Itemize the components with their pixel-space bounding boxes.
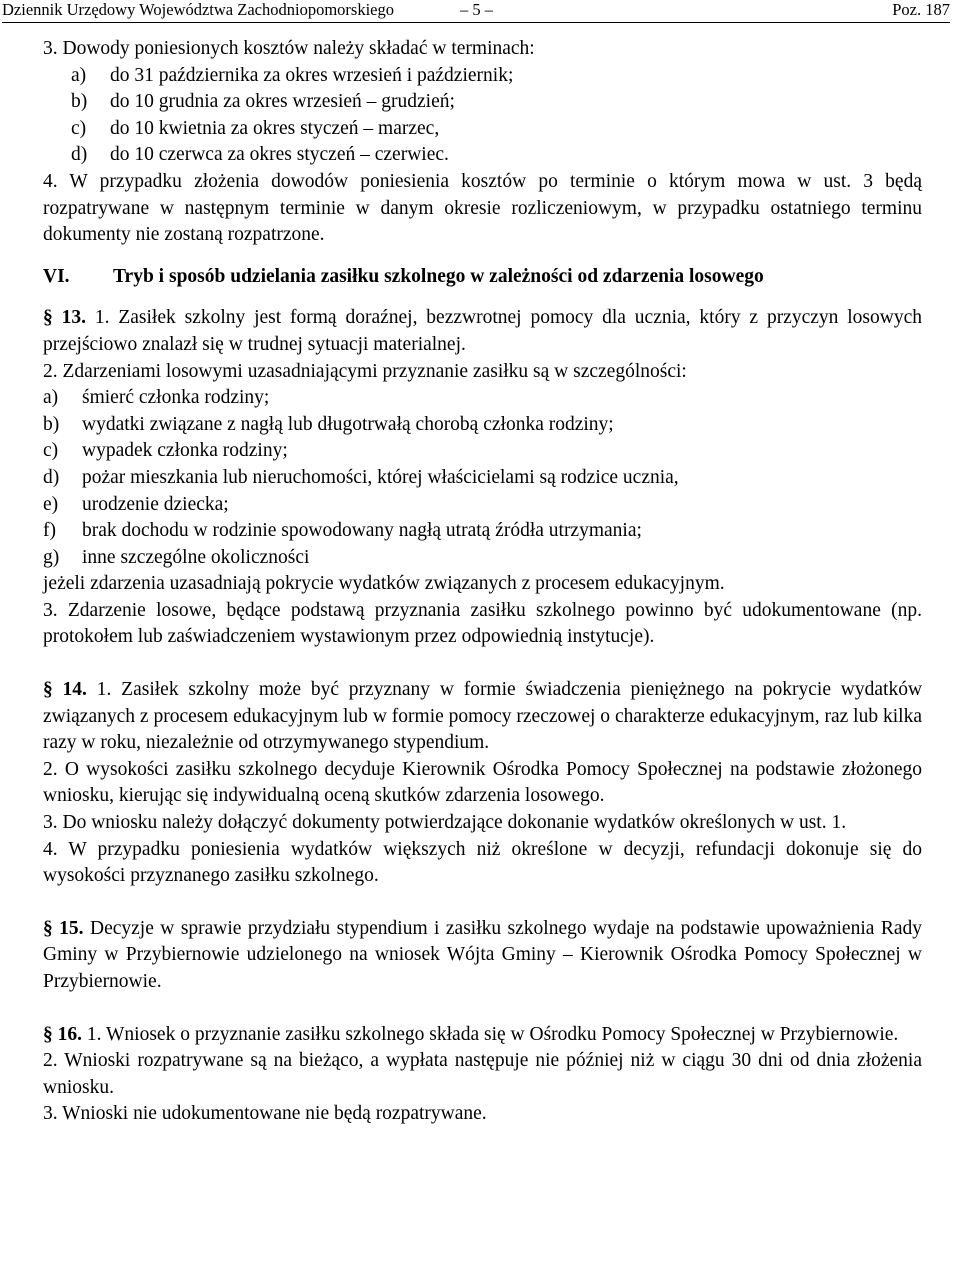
header-rule [2, 22, 950, 23]
paragraph-3-list [43, 63, 922, 169]
section-16-paragraph-2: 2. Wnioski rozpatrywane są na bieżąco, a wypłata następuje nie później niż w ciągu 30 dni od dnia złożenia wniosku. [43, 1050, 922, 1098]
section-number: § 14. [43, 679, 87, 701]
chapter-heading [43, 264, 922, 291]
list-item: b) do 10 grudnia za okres wrzesień – grudzień; [71, 91, 455, 113]
list-item: f) brak dochodu w rodzinie spowodowany nagłą utratą źródła utrzymania; [43, 520, 642, 542]
section-14-paragraph-2: 2. O wysokości zasiłku szkolnego decyduje Kierownik Ośrodka Pomocy Społecznej na podstawie złożonego wniosku, kierując się indywidualną oceną skutków zdarzenia losowego. [43, 758, 922, 807]
section-13-list [43, 385, 922, 571]
journal-title: Dziennik Urzędowy Województwa Zachodniopomorskiego [2, 0, 394, 19]
position-number: Poz. 187 [892, 0, 950, 19]
list-item: b) wydatki związane z nagłą lub długotrwałą chorobą członka rodziny; [43, 413, 614, 435]
paragraph-3-intro: 3. Dowody poniesionych kosztów należy składać w terminach: [43, 38, 535, 59]
section-number: § 15. [43, 917, 84, 939]
page-header [2, 0, 950, 26]
section-number: § 13. [43, 307, 86, 329]
section-16-paragraph-1: § 16. 1. Wniosek o przyznanie zasiłku szkolnego składa się w Ośrodku Pomocy Społecznej w Przybiernowie. [43, 1023, 899, 1045]
list-item: a) do 31 października za okres wrzesień i październik; [71, 64, 514, 86]
section-number: § 16. [43, 1023, 82, 1045]
section-13-paragraph-3: 3. Zdarzenie losowe, będące podstawą przyznania zasiłku szkolnego powinno być udokumentowane (np. protokołem lub zaświadczeniem wystawionym przez odpowiednią instytucje). [43, 599, 922, 648]
section-14-paragraph-3: 3. Do wniosku należy dołączyć dokumenty potwierdzające dokonanie wydatków określonych w ust. 1. [43, 812, 847, 834]
section-13-paragraph-1: § 13. 1. Zasiłek szkolny jest formą doraźnej, bezzwrotnej pomocy dla ucznia, który z przyczyn losowych przejściowo znalazł się w trudnej sytuacji materialnej. [43, 307, 923, 355]
list-item: g) inne szczególne okoliczności [43, 546, 310, 568]
section-16-paragraph-3: 3. Wnioski nie udokumentowane nie będą rozpatrywane. [43, 1103, 487, 1125]
list-item: e) urodzenie dziecka; [43, 493, 229, 515]
list-item: d) pożar mieszkania lub nieruchomości, której właścicielami są rodzice ucznia, [43, 466, 679, 488]
document-body [43, 36, 922, 1128]
list-item: a) śmierć członka rodziny; [43, 387, 270, 409]
chapter-number: VI. [43, 265, 70, 287]
chapter-title: Tryb i sposób udzielania zasiłku szkolnego w zależności od zdarzenia losowego [113, 265, 764, 287]
list-item: d) do 10 czerwca za okres styczeń – czerwiec. [71, 144, 449, 166]
list-item: c) wypadek członka rodziny; [43, 440, 288, 462]
section-13-paragraph-2-intro: 2. Zdarzeniami losowymi uzasadniającymi przyznanie zasiłku są w szczególności: [43, 360, 687, 382]
section-14-paragraph-1: § 14. 1. Zasiłek szkolny może być przyznany w formie świadczenia pieniężnego na pokrycie wydatków związanych z procesem edukacyjnym lub w formie pomocy rzeczowej o charakterze edukacyjnym, raz lub kilka razy w roku, niezależnie od otrzymywanego stypendium. [43, 679, 923, 754]
section-15-paragraph: § 15. Decyzje w sprawie przydziału stypendium i zasiłku szkolnego wydaje na podstawie upoważnienia Rady Gminy w Przybiernowie udzielonego na wniosek Wójta Gminy – Kierownik Ośrodka Pomocy Społecznej w Przybiernowie. [43, 917, 923, 992]
page-number: – 5 – [460, 0, 493, 19]
list-item: c) do 10 kwietnia za okres styczeń – marzec, [71, 117, 440, 139]
section-14-paragraph-4: 4. W przypadku poniesienia wydatków większych niż określone w decyzji, refundacji dokonuje się do wysokości przyznanego zasiłku szkolnego. [43, 838, 922, 887]
section-13-paragraph-2-tail: jeżeli zdarzenia uzasadniają pokrycie wydatków związanych z procesem edukacyjnym. [43, 573, 725, 595]
paragraph-4: 4. W przypadku złożenia dowodów poniesienia kosztów po terminie o którym mowa w ust. 3 będą rozpatrywane w następnym terminie w danym okresie rozliczeniowym, w przypadku ostatniego terminu dokumenty nie zostaną rozpatrzone. [43, 170, 922, 246]
